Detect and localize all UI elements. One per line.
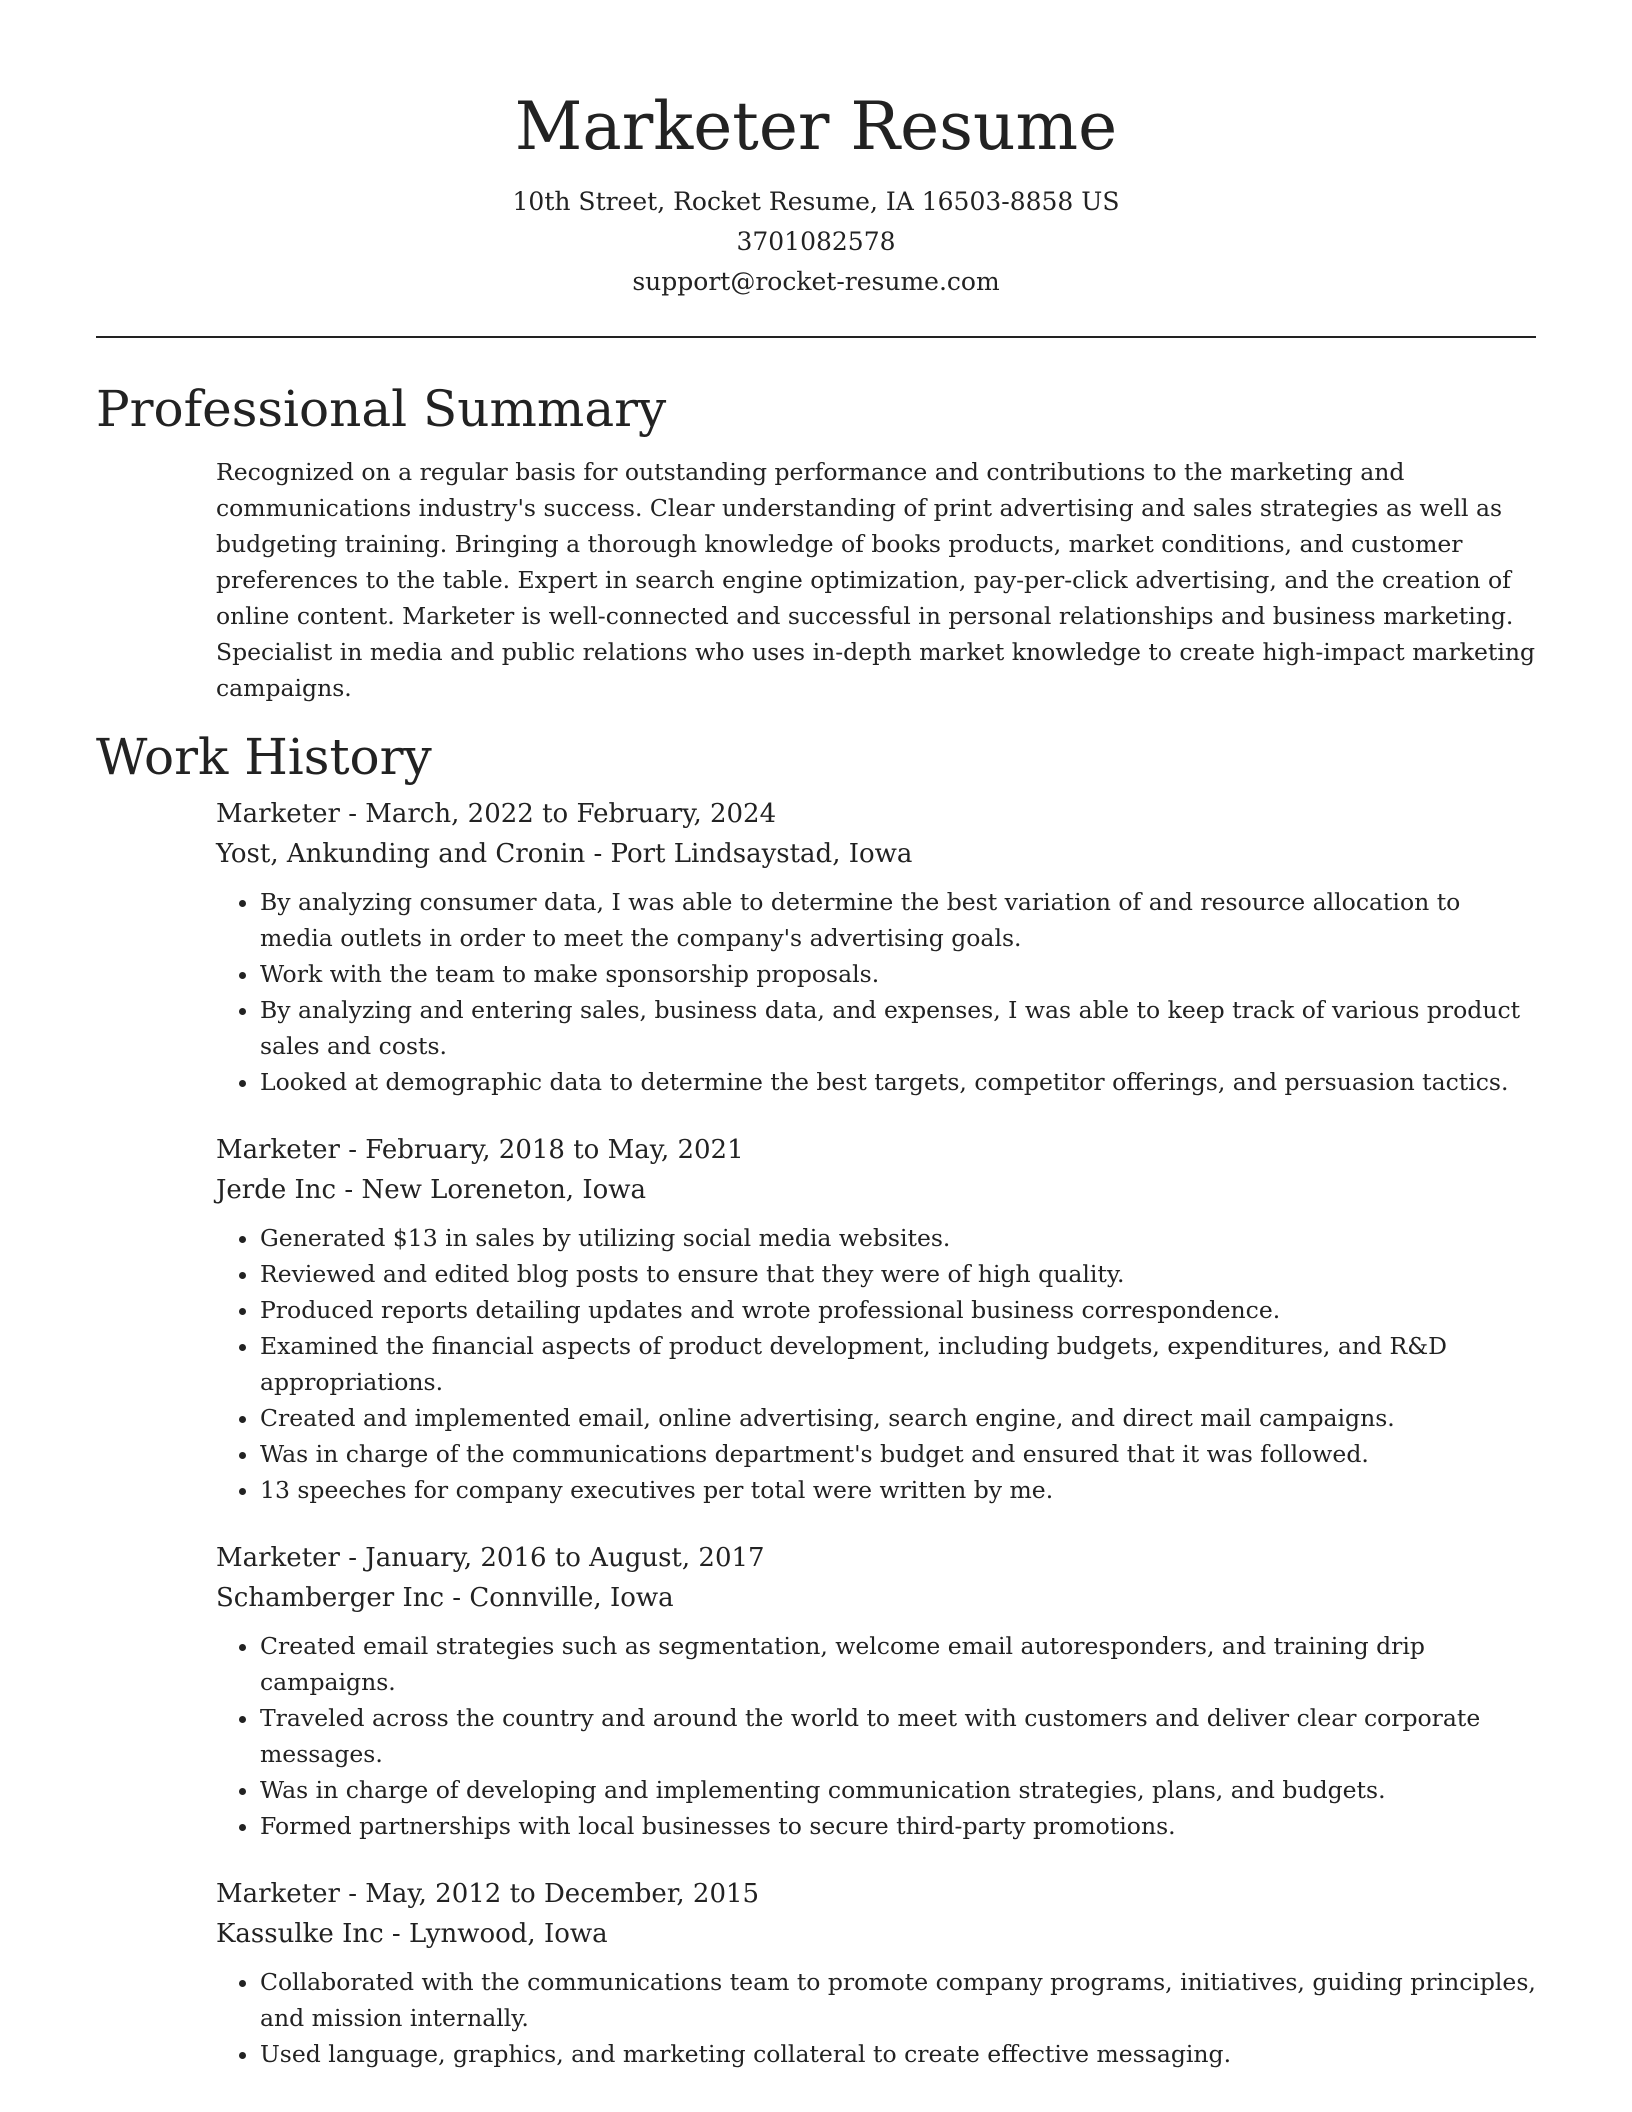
job-bullet: • 13 speeches for company executives per total were written by me. xyxy=(260,1472,1536,1508)
job-title-dates: Marketer - May, 2012 to December, 2015 xyxy=(216,1879,760,1909)
job-employer xyxy=(216,1170,1536,1210)
summary-heading: Professional Summary xyxy=(96,380,667,438)
job-entry xyxy=(216,794,1536,1100)
company-name: Kassulke Inc xyxy=(216,1919,384,1949)
company-location: - Connville, Iowa xyxy=(444,1583,674,1613)
job-employer xyxy=(216,1914,1536,1954)
job-bullet: • By analyzing consumer data, I was able to determine the best variation of and resource allocation to media outlets in order to meet the company's advertising goals. xyxy=(260,884,1536,956)
job-bullet: • Created email strategies such as segmentation, welcome email autoresponders, and training drip campaigns. xyxy=(260,1628,1536,1700)
job-entry xyxy=(216,1538,1536,1844)
company-location: - Lynwood, Iowa xyxy=(383,1919,608,1949)
company-location: - New Loreneton, Iowa xyxy=(336,1175,647,1205)
work-history-list xyxy=(216,794,1536,2072)
job-bullet: • Collaborated with the communications team to promote company programs, initiatives, guiding principles, and mission internally. xyxy=(260,1964,1536,2036)
job-title-dates: Marketer - March, 2022 to February, 2024 xyxy=(216,799,777,829)
address: 10th Street, Rocket Resume, IA 16503-8858 US xyxy=(512,187,1120,216)
summary-text: Recognized on a regular basis for outstanding performance and contributions to the marketing and communications industry's success. Clear understanding of print advertising and sales strategies as well as budgeting training. Bringing a thorough knowledge of books products, market conditions, and customer preferences to the table. Expert in search engine optimization, pay-per-click advertising, and the creation of online content. Marketer is well-connected and successful in personal relationships and business marketing. Specialist in media and public relations who uses in-depth market knowledge to create high-impact marketing campaigns. xyxy=(216,458,1536,702)
job-entry xyxy=(216,1874,1536,2072)
phone: 3701082578 xyxy=(736,227,896,256)
job-title-dates: Marketer - February, 2018 to May, 2021 xyxy=(216,1135,744,1165)
resume-header xyxy=(0,0,1632,302)
job-employer xyxy=(216,834,1536,874)
resume-name: Marketer Resume xyxy=(514,88,1118,165)
job-bullet: • Produced reports detailing updates and wrote professional business correspondence. xyxy=(260,1292,1536,1328)
job-bullet: • By analyzing and entering sales, business data, and expenses, I was able to keep track of various product sales and costs. xyxy=(260,992,1536,1064)
job-bullet: • Work with the team to make sponsorship proposals. xyxy=(260,956,1536,992)
job-bullets xyxy=(216,884,1536,1100)
job-bullets xyxy=(216,1220,1536,1508)
job-bullet: • Reviewed and edited blog posts to ensure that they were of high quality. xyxy=(260,1256,1536,1292)
job-bullet: • Used language, graphics, and marketing collateral to create effective messaging. xyxy=(260,2036,1536,2072)
company-location: - Port Lindsaystad, Iowa xyxy=(585,839,913,869)
contact-info xyxy=(0,182,1632,302)
company-name: Yost, Ankunding and Cronin xyxy=(216,839,586,869)
job-bullet: • Created and implemented email, online advertising, search engine, and direct mail campaigns. xyxy=(260,1400,1536,1436)
job-bullets xyxy=(216,1964,1536,2072)
job-bullet: • Examined the financial aspects of product development, including budgets, expenditures, and R&D appropriations. xyxy=(260,1328,1536,1400)
company-name: Jerde Inc xyxy=(216,1175,337,1205)
job-entry xyxy=(216,1130,1536,1508)
job-bullet: • Was in charge of the communications department's budget and ensured that it was followed. xyxy=(260,1436,1536,1472)
company-name: Schamberger Inc xyxy=(216,1583,445,1613)
job-bullet: • Formed partnerships with local businesses to secure third-party promotions. xyxy=(260,1808,1536,1844)
email: support@rocket-resume.com xyxy=(632,267,1000,296)
job-bullet: • Was in charge of developing and implementing communication strategies, plans, and budgets. xyxy=(260,1772,1536,1808)
header-divider xyxy=(96,336,1536,338)
job-bullet: • Traveled across the country and around the world to meet with customers and deliver clear corporate messages. xyxy=(260,1700,1536,1772)
job-bullets xyxy=(216,1628,1536,1844)
job-bullet: • Looked at demographic data to determine the best targets, competitor offerings, and persuasion tactics. xyxy=(260,1064,1536,1100)
work-history-heading: Work History xyxy=(96,728,432,786)
job-title-dates: Marketer - January, 2016 to August, 2017 xyxy=(216,1543,765,1573)
job-employer xyxy=(216,1578,1536,1618)
job-bullet: • Generated $13 in sales by utilizing social media websites. xyxy=(260,1220,1536,1256)
